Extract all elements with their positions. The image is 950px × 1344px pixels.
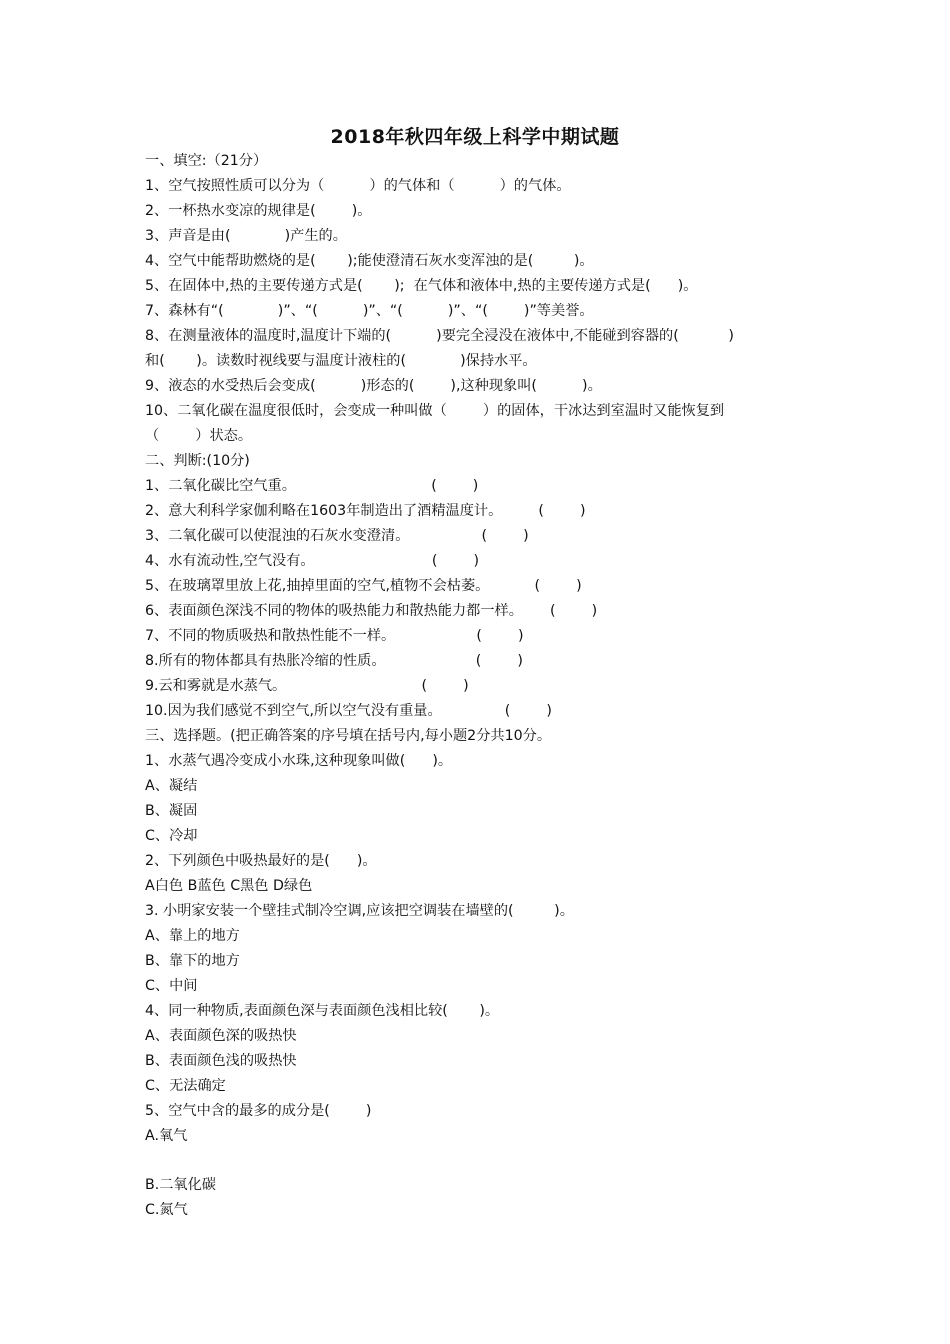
answer-option: A白色 B蓝色 C黑色 D绿色 bbox=[145, 878, 313, 894]
question-line: 3. 小明家安装一个壁挂式制冷空调,应该把空调装在墙壁的( )。 bbox=[145, 903, 574, 919]
answer-option: C、冷却 bbox=[145, 828, 198, 844]
answer-option: C、中间 bbox=[145, 978, 198, 994]
question-line: 2、意大利科学家伽利略在1603年制造出了酒精温度计。 ( ) bbox=[145, 503, 586, 519]
question-line: （ ）状态。 bbox=[145, 428, 253, 444]
answer-option: C.氮气 bbox=[145, 1202, 188, 1218]
answer-option: A、表面颜色深的吸热快 bbox=[145, 1028, 297, 1044]
question-line: 5、在玻璃罩里放上花,抽掉里面的空气,植物不会枯萎。 ( ) bbox=[145, 578, 582, 594]
page-title: 2018年秋四年级上科学中期试题 bbox=[330, 126, 620, 148]
answer-option: B、表面颜色浅的吸热快 bbox=[145, 1053, 297, 1069]
question-line: 6、表面颜色深浅不同的物体的吸热能力和散热能力都一样。 ( ) bbox=[145, 603, 598, 619]
answer-option: A、凝结 bbox=[145, 778, 198, 794]
answer-option: B、靠下的地方 bbox=[145, 953, 240, 969]
question-line: 1、水蒸气遇冷变成小水珠,这种现象叫做( )。 bbox=[145, 753, 453, 769]
question-line: 7、森林有“( )”、“( )”、“( )”、“( )”等美誉。 bbox=[145, 303, 594, 319]
section-heading: 三、选择题。(把正确答案的序号填在括号内,每小题2分共10分。 bbox=[145, 728, 552, 744]
question-line: 1、空气按照性质可以分为（ ）的气体和（ ）的气体。 bbox=[145, 178, 571, 194]
question-line: 10、二氧化碳在温度很低时，会变成一种叫做（ ）的固体，干冰达到室温时又能恢复到 bbox=[145, 403, 725, 419]
question-line: 2、下列颜色中吸热最好的是( )。 bbox=[145, 853, 377, 869]
answer-option: C、无法确定 bbox=[145, 1078, 226, 1094]
section-heading: 一、填空:（21分） bbox=[145, 153, 268, 169]
answer-option: B.二氧化碳 bbox=[145, 1177, 216, 1193]
question-line: 1、二氧化碳比空气重。 ( ) bbox=[145, 478, 479, 494]
question-line: 3、二氧化碳可以使混浊的石灰水变澄清。 ( ) bbox=[145, 528, 529, 544]
question-line: 4、同一种物质,表面颜色深与表面颜色浅相比较( )。 bbox=[145, 1003, 500, 1019]
question-line: 8、在测量液体的温度时,温度计下端的( )要完全浸没在液体中,不能碰到容器的( ) bbox=[145, 328, 734, 344]
question-line: 10.因为我们感觉不到空气,所以空气没有重量。 ( ) bbox=[145, 703, 552, 719]
question-line: 5、空气中含的最多的成分是( ) bbox=[145, 1103, 372, 1119]
question-line: 2、一杯热水变凉的规律是( )。 bbox=[145, 203, 372, 219]
answer-option: A.氧气 bbox=[145, 1128, 188, 1144]
question-line: 8.所有的物体都具有热胀冷缩的性质。 ( ) bbox=[145, 653, 523, 669]
question-line: 3、声音是由( )产生的。 bbox=[145, 228, 347, 244]
section-heading: 二、判断:(10分) bbox=[145, 453, 250, 469]
question-line: 5、在固体中,热的主要传递方式是( ); 在气体和液体中,热的主要传递方式是( )。 bbox=[145, 278, 698, 294]
question-line: 4、空气中能帮助燃烧的是( );能使澄清石灰水变浑浊的是( )。 bbox=[145, 253, 594, 269]
answer-option: A、靠上的地方 bbox=[145, 928, 240, 944]
question-line: 4、水有流动性,空气没有。 ( ) bbox=[145, 553, 480, 569]
question-line: 和( )。读数时视线要与温度计液柱的( )保持水平。 bbox=[145, 353, 537, 369]
question-line: 9.云和雾就是水蒸气。 ( ) bbox=[145, 678, 469, 694]
question-line: 9、液态的水受热后会变成( )形态的( ),这种现象叫( )。 bbox=[145, 378, 602, 394]
answer-option: B、凝固 bbox=[145, 803, 198, 819]
question-line: 7、不同的物质吸热和散热性能不一样。 ( ) bbox=[145, 628, 524, 644]
